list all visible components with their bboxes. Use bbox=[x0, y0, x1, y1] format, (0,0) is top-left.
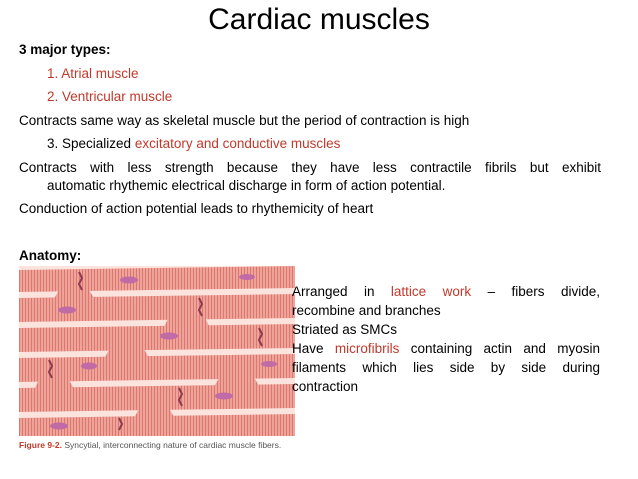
right-line-1 bbox=[292, 283, 600, 300]
right-line-4a: Have bbox=[292, 341, 324, 356]
figure-caption bbox=[19, 440, 299, 451]
less-strength-line-1: Contracts with less strength because they have less contractile fibrils but exhibit bbox=[19, 160, 601, 175]
figure-caption-text: Syncytial, interconnecting nature of cardiac muscle fibers. bbox=[64, 440, 282, 450]
less-strength-line-2: automatic rhythemic electrical discharge in form of action potential. bbox=[47, 178, 446, 193]
cardiac-muscle-illustration bbox=[19, 266, 295, 436]
right-line-1a: Arranged in bbox=[292, 284, 375, 299]
type-specialized-prefix: 3. Specialized bbox=[47, 136, 135, 151]
right-line-1c: – fibers divide, bbox=[487, 284, 600, 299]
right-line-3: Striated as SMCs bbox=[292, 322, 398, 337]
figure-caption-label: Figure 9-2. bbox=[19, 440, 62, 450]
conduction-line: Conduction of action potential leads to rhythemicity of heart bbox=[19, 201, 374, 216]
right-line-4 bbox=[292, 340, 600, 357]
lattice-work-term: lattice work bbox=[390, 284, 472, 299]
right-line-5: filaments which lies side by side during bbox=[292, 360, 600, 375]
type-ventricular: 2. Ventricular muscle bbox=[47, 89, 173, 104]
right-line-4c: containing actin and myosin bbox=[410, 341, 600, 356]
types-heading: 3 major types: bbox=[19, 42, 111, 57]
contracts-same-line: Contracts same way as skeletal muscle but the period of contraction is high bbox=[19, 113, 470, 128]
slide-title: Cardiac muscles bbox=[208, 3, 430, 36]
microfibrils-term: microfibrils bbox=[334, 341, 400, 356]
type-specialized-highlight: excitatory and conductive muscles bbox=[134, 136, 341, 151]
right-line-6: contraction bbox=[292, 379, 359, 394]
anatomy-heading: Anatomy: bbox=[19, 248, 82, 263]
type-atrial: 1. Atrial muscle bbox=[47, 66, 139, 81]
type-specialized bbox=[47, 135, 340, 153]
right-line-2: recombine and branches bbox=[292, 303, 441, 318]
